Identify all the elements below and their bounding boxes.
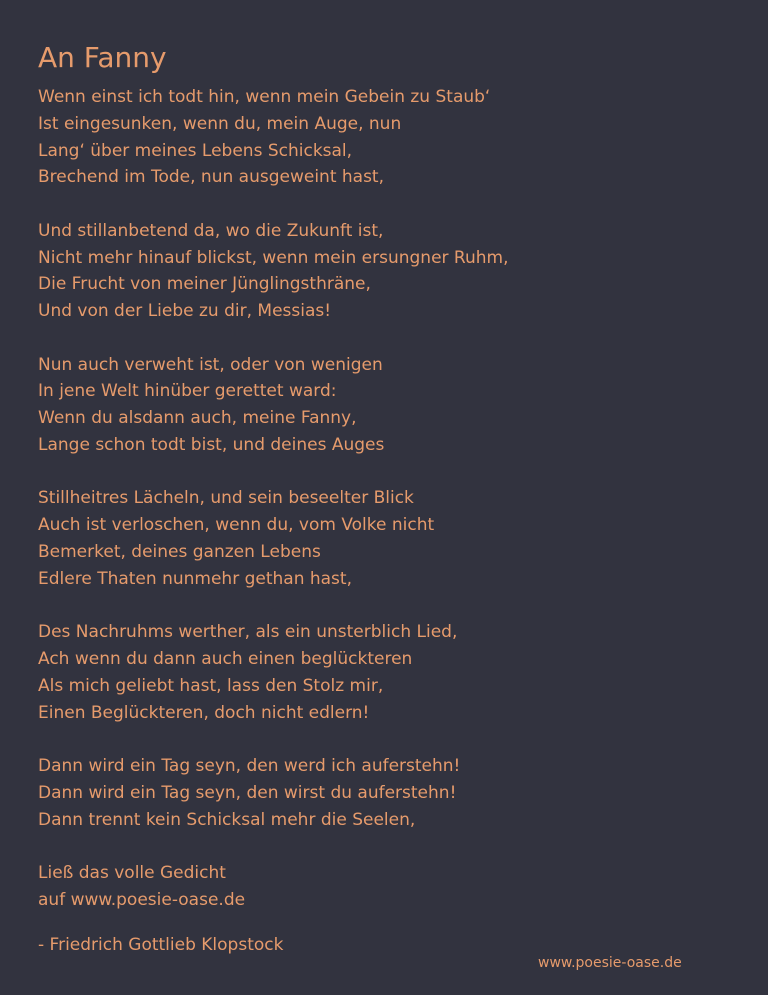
poem-line: Die Frucht von meiner Jünglingsthräne, <box>38 274 371 295</box>
stanza-3 <box>38 352 738 459</box>
poem-line: In jene Welt hinüber gerettet ward: <box>38 381 337 402</box>
site-watermark: www.poesie-oase.de <box>538 955 682 971</box>
read-more-note <box>38 860 738 914</box>
stanza-2 <box>38 218 738 325</box>
poem-line: Dann trennt kein Schicksal mehr die Seelen, <box>38 809 416 830</box>
poem-line: Lang‘ über meines Lebens Schicksal, <box>38 140 353 161</box>
poem-line: Einen Beglückteren, doch nicht edlern! <box>38 702 370 723</box>
poem-line: Wenn du alsdann auch, meine Fanny, <box>38 408 357 429</box>
poem-line: Dann wird ein Tag seyn, den werd ich auferstehn! <box>38 755 461 776</box>
poem-line: Als mich geliebt hast, lass den Stolz mir, <box>38 675 384 696</box>
poem-line: Und stillanbetend da, wo die Zukunft ist, <box>38 220 384 241</box>
read-more-link-line: auf www.poesie-oase.de <box>38 889 246 910</box>
stanza-6 <box>38 753 738 833</box>
poem-line: Bemerket, deines ganzen Lebens <box>38 541 321 562</box>
poem-line: Brechend im Tode, nun ausgeweint hast, <box>38 167 385 188</box>
poem-line: Des Nachruhms werther, als ein unsterblich Lied, <box>38 622 458 643</box>
poem-body <box>38 84 738 940</box>
stanza-4 <box>38 485 738 592</box>
poem-line: Ist eingesunken, wenn du, mein Auge, nun <box>38 113 402 134</box>
poem-line: Dann wird ein Tag seyn, den wirst du auferstehn! <box>38 782 457 803</box>
poem-line: Lange schon todt bist, und deines Auges <box>38 434 385 455</box>
poem-line: Ach wenn du dann auch einen beglückteren <box>38 648 413 669</box>
poem-line: Und von der Liebe zu dir, Messias! <box>38 301 332 322</box>
poem-title: An Fanny <box>38 41 167 74</box>
stanza-5 <box>38 619 738 726</box>
read-more-line: Ließ das volle Gedicht <box>38 862 226 883</box>
poem-line: Nicht mehr hinauf blickst, wenn mein ersungner Ruhm, <box>38 247 509 268</box>
poem-line: Auch ist verloschen, wenn du, vom Volke nicht <box>38 515 435 536</box>
poem-author: - Friedrich Gottlieb Klopstock <box>38 935 284 955</box>
poem-line: Nun auch verweht ist, oder von wenigen <box>38 354 383 375</box>
poem-line: Stillheitres Lächeln, und sein beseelter Blick <box>38 488 414 509</box>
poem-line: Wenn einst ich todt hin, wenn mein Gebein zu Staub‘ <box>38 87 491 107</box>
poem-line: Edlere Thaten nunmehr gethan hast, <box>38 568 352 589</box>
stanza-1 <box>38 84 738 191</box>
